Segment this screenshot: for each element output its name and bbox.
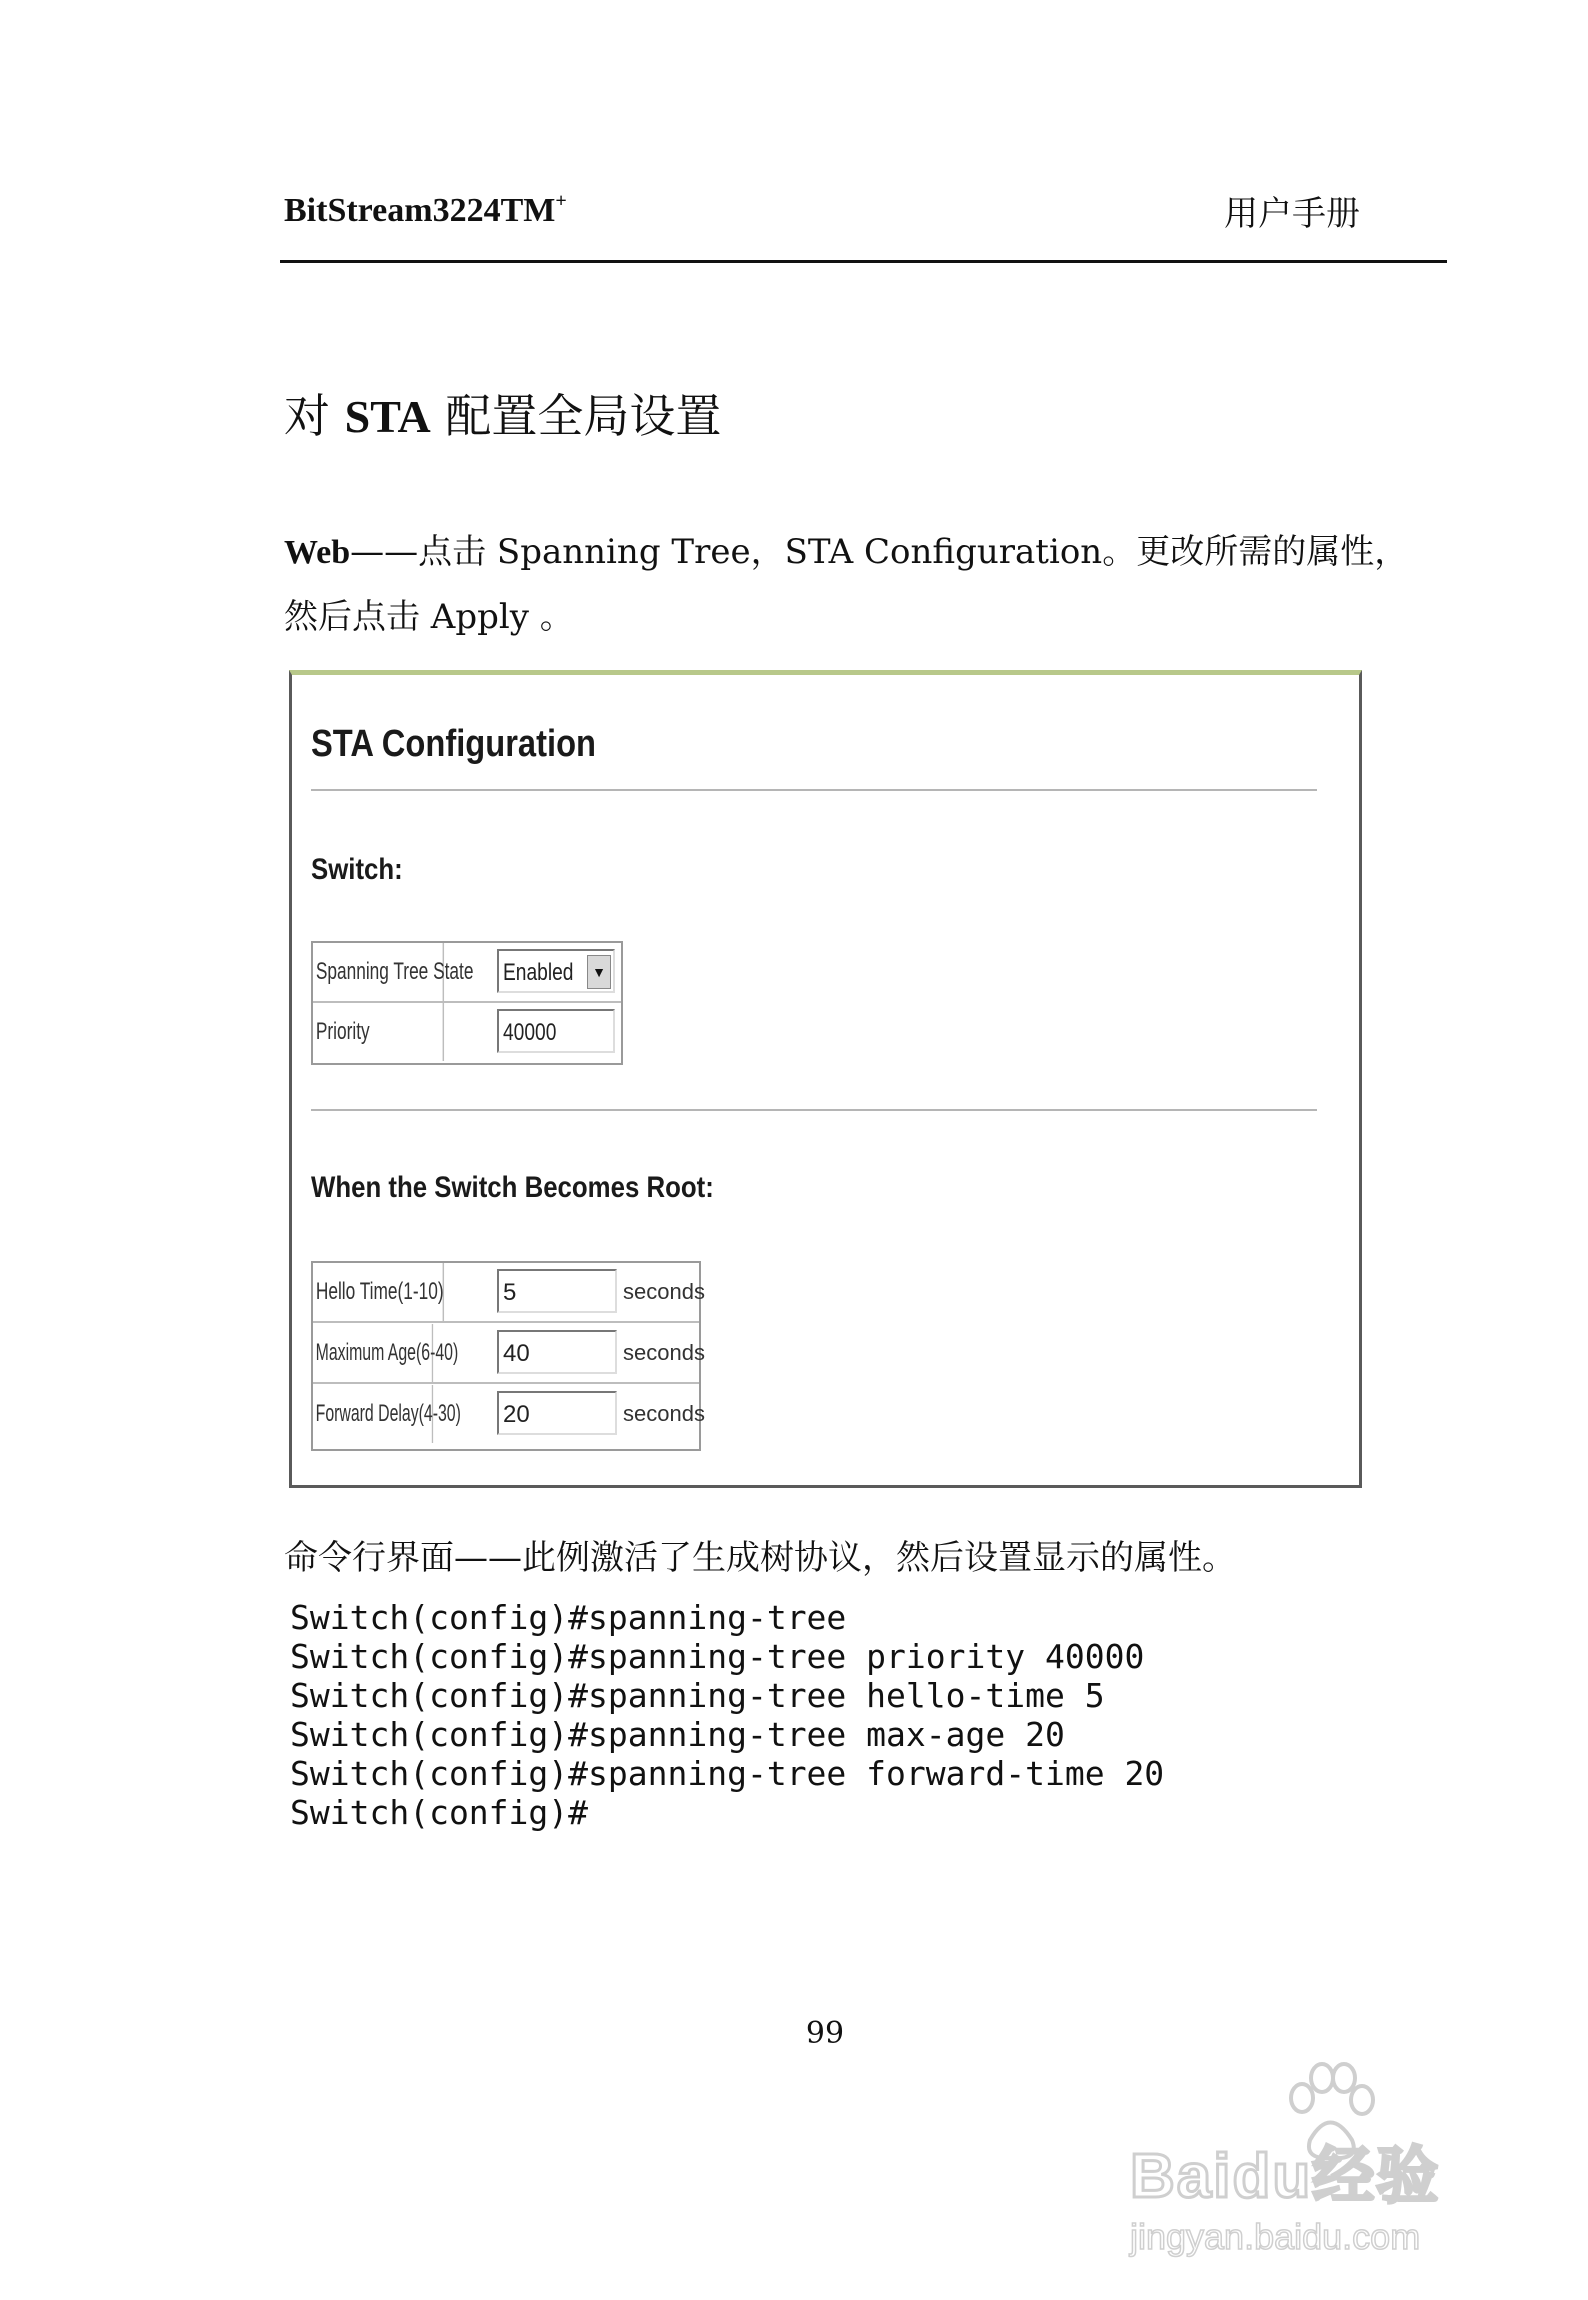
root-heading: When the Switch Becomes Root: — [311, 1171, 714, 1204]
priority-row — [313, 1003, 621, 1061]
intro-web-label: Web — [284, 534, 351, 571]
max-age-unit: seconds — [623, 1340, 705, 1365]
cli-block — [290, 1598, 1164, 1832]
cli-line: Switch(config)#spanning-tree hello-time 5 — [290, 1676, 1105, 1715]
title-divider — [311, 789, 1317, 791]
spanning-tree-state-value: Enabled — [503, 959, 574, 986]
switch-heading: Switch: — [311, 853, 403, 886]
spanning-tree-state-row — [313, 943, 621, 1003]
product-name-sup: + — [555, 190, 567, 212]
hello-time-label: Hello Time(1-10) — [313, 1263, 444, 1321]
intro-paragraph — [284, 520, 1434, 649]
header-divider — [280, 260, 1447, 263]
cli-line: Switch(config)#spanning-tree priority 40000 — [290, 1637, 1145, 1676]
section-title-suffix: 配置全局设置 — [445, 389, 722, 443]
manual-label: 用户手册 — [1224, 194, 1360, 234]
cli-line: Switch(config)#spanning-tree max-age 20 — [290, 1715, 1065, 1754]
section-title — [284, 380, 721, 446]
forward-delay-label: Forward Delay(4-30) — [313, 1385, 433, 1443]
cli-line: Switch(config)#spanning-tree forward-time 20 — [290, 1754, 1165, 1793]
forward-delay-unit: seconds — [623, 1401, 705, 1426]
cli-intro: 命令行界面——此例激活了生成树协议，然后设置显示的属性。 — [284, 1538, 1236, 1578]
root-settings-table — [311, 1261, 705, 1451]
spanning-tree-state-label: Spanning Tree State — [313, 943, 444, 1001]
chevron-down-icon[interactable]: ▼ — [587, 955, 611, 989]
baidu-jingyan-watermark — [1130, 2060, 1510, 2260]
priority-input[interactable] — [497, 1009, 615, 1053]
forward-delay-value: 20 — [503, 1401, 530, 1428]
hello-time-row — [313, 1263, 705, 1323]
priority-label: Priority — [313, 1003, 444, 1061]
max-age-row — [313, 1324, 705, 1384]
switch-settings-table — [311, 941, 623, 1065]
product-name — [284, 190, 567, 230]
priority-value: 40000 — [503, 1019, 557, 1046]
section-divider — [311, 1109, 1317, 1111]
cli-line: Switch(config)# — [290, 1793, 589, 1832]
max-age-label: Maximum Age(6-40) — [313, 1324, 433, 1382]
watermark-url: jingyan.baidu.com — [1130, 2216, 1421, 2257]
product-name-text: BitStream3224TM — [284, 192, 556, 229]
watermark-logo: Baidu经验 — [1130, 2142, 1441, 2211]
max-age-value: 40 — [503, 1340, 530, 1367]
section-title-prefix: 对 — [284, 389, 330, 443]
sta-title: STA Configuration — [311, 723, 596, 765]
cli-line: Switch(config)#spanning-tree — [290, 1598, 847, 1637]
section-title-bold: STA — [344, 391, 431, 442]
forward-delay-row — [313, 1385, 705, 1443]
hello-time-value: 5 — [503, 1279, 517, 1306]
page-header — [284, 186, 1447, 266]
intro-text: ——点击 Spanning Tree，STA Configuration。更改所需的属性，然后点击 Apply 。 — [284, 532, 1409, 637]
hello-time-unit: seconds — [623, 1279, 705, 1304]
sta-configuration-screenshot — [289, 670, 1362, 1488]
hello-time-input[interactable] — [497, 1269, 617, 1313]
forward-delay-input[interactable] — [497, 1391, 617, 1435]
max-age-input[interactable] — [497, 1330, 617, 1374]
page-number: 99 — [805, 2016, 845, 2051]
spanning-tree-state-select[interactable] — [497, 949, 615, 993]
